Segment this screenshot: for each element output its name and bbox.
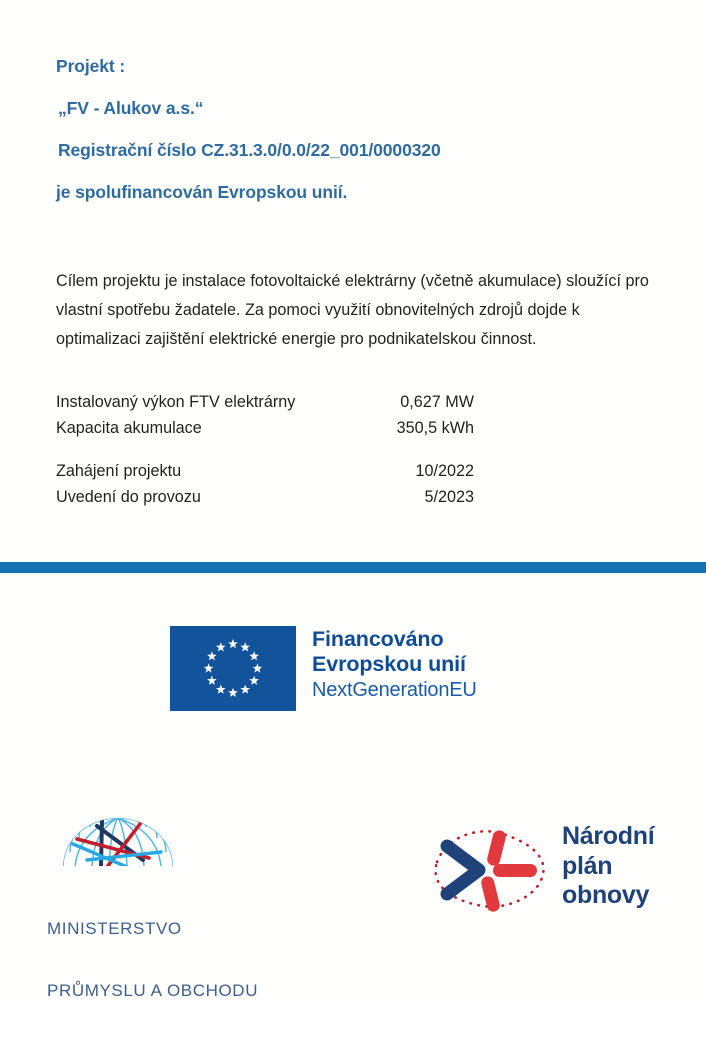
heading-line-projekt: Projekt : (56, 56, 126, 76)
eu-funding-logo (170, 626, 477, 711)
navy-chevron (447, 846, 479, 894)
table-row (56, 484, 474, 510)
ministry-text-line1: MINISTERSTVO (47, 919, 182, 938)
spec-label: Instalovaný výkon FTV elektrárny (56, 393, 296, 411)
red-bar-middle (493, 864, 537, 877)
project-description-paragraph: Cílem projektu je instalace fotovoltaické elektrárny (včetně akumulace) sloužící pro vlastní spotřebu žadatele. Za pomoci využití obnovitelných zdrojů dojde k optimalizaci zajištění elektrické energie pro podnikatelskou činnost. (56, 272, 649, 349)
spec-label: Uvedení do provozu (56, 488, 201, 506)
spec-value: 0,627 MW (400, 393, 474, 411)
table-row (56, 458, 474, 484)
red-bar-top (486, 829, 507, 867)
ministry-logo (47, 814, 279, 1042)
eu-logo-text (312, 626, 477, 704)
spec-value: 10/2022 (415, 462, 474, 480)
spec-label: Zahájení projektu (56, 462, 182, 480)
spec-label: Kapacita akumulace (56, 419, 202, 437)
heading-line-cofinanced: je spolufinancován Evropskou unií. (56, 182, 348, 202)
table-row (56, 389, 474, 415)
ministry-globe-icon (57, 814, 179, 874)
red-bar-bottom (480, 875, 501, 913)
section-divider (0, 562, 706, 573)
project-heading-block (56, 56, 656, 202)
heading-line-registration-number: Registrační číslo CZ.31.3.0/0.0/22_001/0000320 (58, 140, 441, 160)
national-recovery-plan-icon (421, 818, 556, 916)
npo-text-line2: plán (562, 851, 613, 880)
eu-text-line1: Financováno (312, 627, 444, 651)
ministry-logo-text (47, 878, 279, 1042)
specs-group-technical (56, 389, 474, 441)
national-recovery-plan-text (562, 818, 654, 911)
table-row (56, 415, 474, 441)
project-specs-table (56, 389, 474, 510)
spec-value: 5/2023 (424, 488, 474, 506)
ministry-text-line2: PRŮMYSLU A OBCHODU (47, 980, 259, 1000)
spec-value: 350,5 kWh (396, 419, 474, 437)
national-recovery-plan-logo (421, 818, 654, 916)
npo-text-line3: obnovy (562, 881, 650, 909)
eu-text-line3: NextGenerationEU (312, 679, 477, 701)
heading-line-company-name: „FV - Alukov a.s.“ (58, 98, 204, 118)
european-union-flag-icon (170, 626, 296, 711)
eu-text-line2: Evropskou unií (312, 652, 466, 676)
npo-text-line1: Národní (562, 822, 655, 850)
specs-group-schedule (56, 458, 474, 510)
